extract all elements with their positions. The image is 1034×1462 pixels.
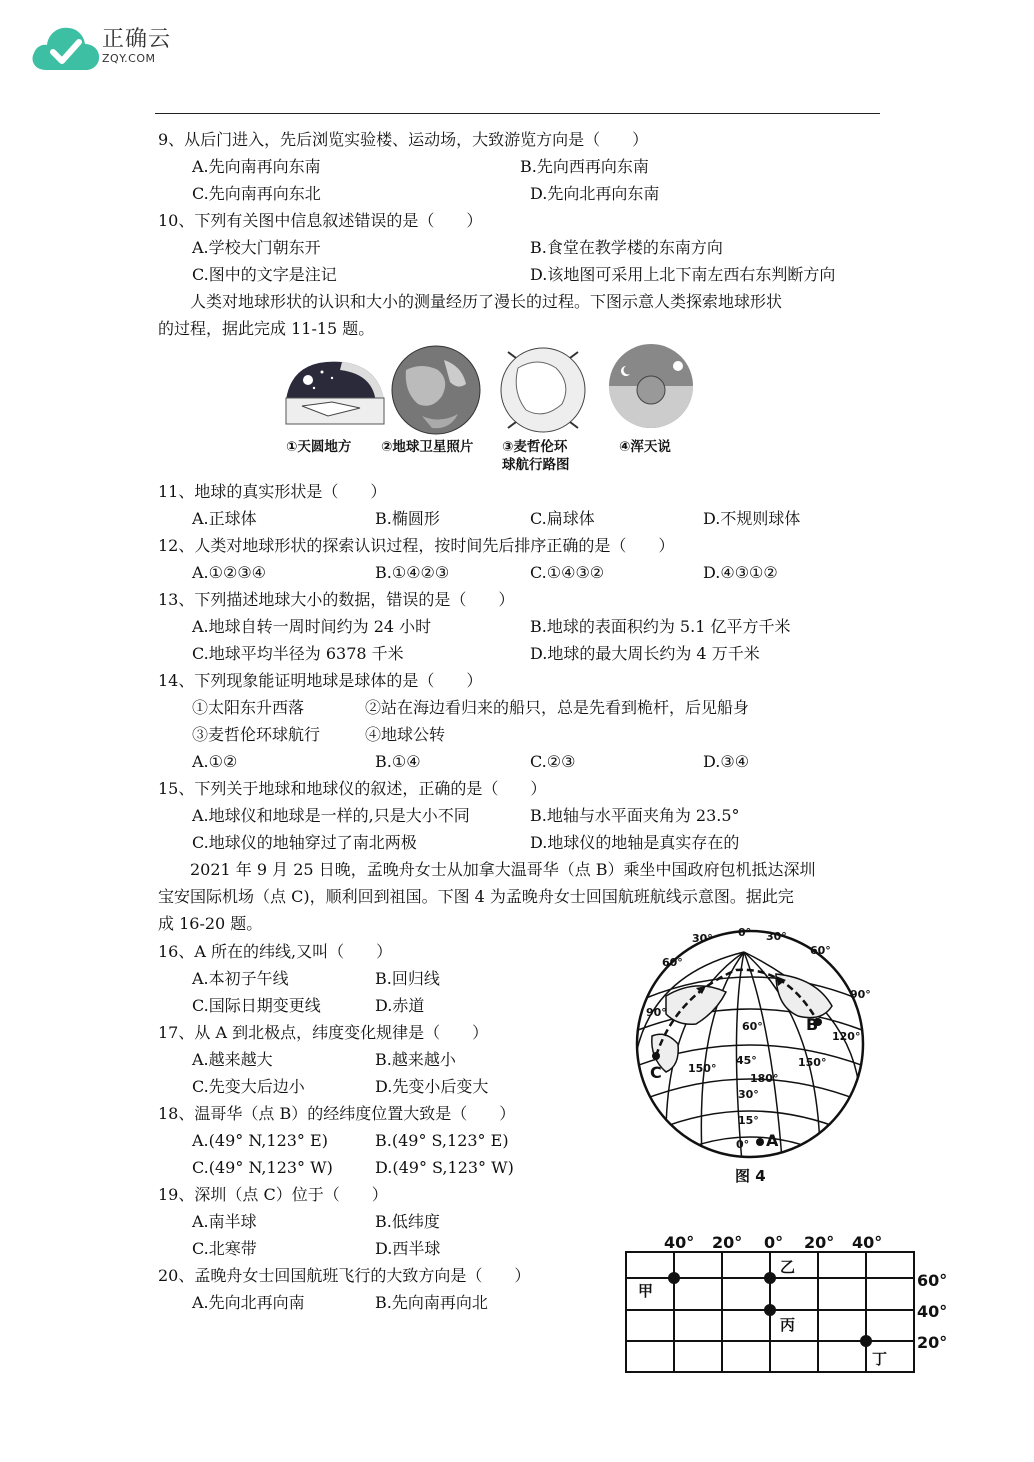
q13-option-a: A.地球自转一周时间约为 24 小时	[192, 617, 432, 636]
q15-option-a: A.地球仪和地球是一样的,只是大小不同	[192, 806, 470, 825]
intro1-line2: 的过程，据此完成 11-15 题。	[158, 319, 375, 338]
q16-option-c: C.国际日期变更线	[192, 996, 321, 1015]
q18-stem: 18、温哥华（点 B）的经纬度位置大致是（ ）	[158, 1104, 516, 1123]
q19-option-d: D.西半球	[375, 1239, 441, 1258]
lon-label-8: 180°	[750, 1072, 779, 1085]
lon-label-7: 150°	[798, 1056, 827, 1069]
dome-sky-image	[286, 362, 384, 424]
q19-option-a: A.南半球	[192, 1212, 257, 1231]
q10-option-b: B.食堂在教学楼的东南方向	[530, 238, 723, 257]
figure1-caption-4: ④浑天说	[619, 439, 671, 455]
q18-option-c: C.(49° N,123° W)	[192, 1158, 333, 1177]
q9-option-c: C.先向南再向东北	[192, 184, 321, 203]
q13-option-c: C.地球平均半径为 6378 千米	[192, 644, 404, 663]
q10-option-c: C.图中的文字是注记	[192, 265, 337, 284]
q10-stem: 10、下列有关图中信息叙述错误的是（ ）	[158, 211, 483, 230]
grid-top-label-4: 20°	[804, 1233, 835, 1252]
flight-route-globe	[626, 926, 874, 1160]
lat-label-2: 45°	[736, 1054, 757, 1067]
q9-option-a: A.先向南再向东南	[192, 157, 321, 176]
point-jia-label: 甲	[638, 1282, 654, 1300]
grid-right-label-3: 20°	[917, 1333, 948, 1352]
lon-label-1: 60°	[662, 956, 683, 969]
huntian-image	[609, 344, 693, 428]
figure1-caption-3b: 球航行路图	[502, 457, 570, 473]
q16-stem: 16、A 所在的纬线,又叫（ ）	[158, 942, 393, 961]
q14-stem: 14、下列现象能证明地球是球体的是（ ）	[158, 671, 483, 690]
figure4-caption: 图 4	[735, 1167, 766, 1185]
lon-label-top-2: 0°	[738, 926, 752, 939]
grid-top-label-3: 0°	[764, 1233, 784, 1252]
point-ding-marker	[860, 1335, 872, 1347]
q14-statement-2: ②站在海边看归来的船只，总是先看到桅杆，后见船身	[365, 698, 750, 717]
q12-option-c: C.①④③②	[530, 563, 605, 582]
q13-option-d: D.地球的最大周长约为 4 万千米	[530, 644, 760, 663]
lat-lon-grid-figure	[620, 1230, 950, 1380]
lon-label-6: 150°	[688, 1062, 717, 1075]
lon-label-2: 60°	[810, 944, 831, 957]
q20-option-a: A.先向北再向南	[192, 1293, 305, 1312]
q17-option-c: C.先变大后边小	[192, 1077, 305, 1096]
point-c-label: C	[650, 1063, 662, 1082]
point-yi-marker	[764, 1272, 776, 1284]
figure1-caption-1: ①天圆地方	[286, 439, 352, 455]
lon-label-top-1: 30°	[692, 932, 713, 945]
point-yi-label: 乙	[780, 1258, 796, 1276]
q10-option-d: D.该地图可采用上北下南左西右东判断方向	[530, 265, 836, 284]
point-b-label: B	[806, 1015, 819, 1034]
magellan-route-image	[501, 348, 585, 432]
q19-option-c: C.北寒带	[192, 1239, 257, 1258]
lon-label-3: 90°	[646, 1006, 667, 1019]
point-jia-marker	[668, 1272, 680, 1284]
q15-stem: 15、下列关于地球和地球仪的叙述，正确的是（ ）	[158, 779, 547, 798]
intro2-line1: 2021 年 9 月 25 日晚，孟晚舟女士从加拿大温哥华（点 B）乘坐中国政府包机抵达深圳	[158, 860, 816, 879]
lat-label-4: 15°	[738, 1114, 759, 1127]
q16-option-d: D.赤道	[375, 996, 425, 1015]
q13-option-b: B.地球的表面积约为 5.1 亿平方千米	[530, 617, 791, 636]
q14-statement-1: ①太阳东升西落	[192, 698, 305, 717]
q11-option-c: C.扁球体	[530, 509, 595, 528]
figure1-caption-3a: ③麦哲伦环	[502, 439, 568, 455]
q12-option-b: B.①④②③	[375, 563, 450, 582]
point-bing-marker	[764, 1304, 776, 1316]
q14-option-b: B.①④	[375, 752, 421, 771]
grid-right-label-1: 60°	[917, 1271, 948, 1290]
q9-option-b: B.先向西再向东南	[520, 157, 649, 176]
q17-option-a: A.越来越大	[192, 1050, 273, 1069]
point-c-marker	[652, 1052, 660, 1060]
intro2-line3: 成 16-20 题。	[158, 914, 263, 933]
lat-label-5: 0°	[736, 1138, 750, 1151]
grid-top-label-1: 40°	[664, 1233, 695, 1252]
q12-option-d: D.④③①②	[703, 563, 778, 582]
intro1-line1: 人类对地球形状的认识和大小的测量经历了漫长的过程。下图示意人类探索地球形状	[158, 292, 783, 311]
q9-option-d: D.先向北再向东南	[530, 184, 660, 203]
point-ding-label: 丁	[872, 1350, 888, 1368]
brand-domain: ZQY.COM	[102, 52, 156, 65]
q12-option-a: A.①②③④	[192, 563, 267, 582]
grid-top-label-5: 40°	[852, 1233, 883, 1252]
q11-stem: 11、地球的真实形状是（ ）	[158, 482, 387, 501]
brand-name: 正确云	[102, 27, 172, 52]
q11-option-b: B.椭圆形	[375, 509, 440, 528]
lat-label-1: 60°	[742, 1020, 763, 1033]
header-rule	[155, 113, 880, 114]
cloud-check-icon	[30, 22, 102, 74]
grid-top-label-2: 20°	[712, 1233, 743, 1252]
brand-text	[102, 28, 171, 65]
q14-option-c: C.②③	[530, 752, 576, 771]
q20-stem: 20、孟晚舟女士回国航班飞行的大致方向是（ ）	[158, 1266, 531, 1285]
q14-option-a: A.①②	[192, 752, 238, 771]
q15-option-c: C.地球仪的地轴穿过了南北两极	[192, 833, 417, 852]
q18-option-b: B.(49° S,123° E)	[375, 1131, 509, 1150]
q13-stem: 13、下列描述地球大小的数据，错误的是（ ）	[158, 590, 515, 609]
q14-statement-3: ③麦哲伦环球航行	[192, 725, 321, 744]
q15-option-b: B.地轴与水平面夹角为 23.5°	[530, 806, 740, 825]
point-a-marker	[756, 1138, 764, 1146]
q11-option-d: D.不规则球体	[703, 509, 801, 528]
lon-label-4: 90°	[850, 988, 871, 1001]
q17-stem: 17、从 A 到北极点，纬度变化规律是（ ）	[158, 1023, 489, 1042]
q19-option-b: B.低纬度	[375, 1212, 440, 1231]
q12-stem: 12、人类对地球形状的探索认识过程，按时间先后排序正确的是（ ）	[158, 536, 675, 555]
q20-option-b: B.先向南再向北	[375, 1293, 488, 1312]
earth-shape-history-figure	[282, 340, 702, 440]
q19-stem: 19、深圳（点 C）位于（ ）	[158, 1185, 388, 1204]
q17-option-d: D.先变小后变大	[375, 1077, 489, 1096]
grid-right-label-2: 40°	[917, 1302, 948, 1321]
lon-label-5: 120°	[832, 1030, 861, 1043]
q18-option-d: D.(49° S,123° W)	[375, 1158, 514, 1177]
q17-option-b: B.越来越小	[375, 1050, 456, 1069]
lon-label-top-3: 30°	[766, 930, 787, 943]
figure1-caption-2: ②地球卫星照片	[381, 439, 474, 455]
point-a-label: A	[766, 1131, 779, 1150]
q14-statement-4: ④地球公转	[365, 725, 446, 744]
q10-option-a: A.学校大门朝东开	[192, 238, 321, 257]
q11-option-a: A.正球体	[192, 509, 257, 528]
satellite-earth-image	[392, 346, 480, 434]
q16-option-a: A.本初子午线	[192, 969, 289, 988]
q16-option-b: B.回归线	[375, 969, 440, 988]
point-bing-label: 丙	[780, 1316, 796, 1334]
intro2-line2: 宝安国际机场（点 C)，顺利回到祖国。下图 4 为孟晚舟女士回国航班航线示意图。据此完	[158, 887, 794, 906]
q15-option-d: D.地球仪的地轴是真实存在的	[530, 833, 740, 852]
lat-label-3: 30°	[738, 1088, 759, 1101]
q9-stem: 9、从后门进入，先后浏览实验楼、运动场，大致游览方向是（ ）	[158, 130, 649, 149]
q14-option-d: D.③④	[703, 752, 750, 771]
q18-option-a: A.(49° N,123° E)	[192, 1131, 328, 1150]
